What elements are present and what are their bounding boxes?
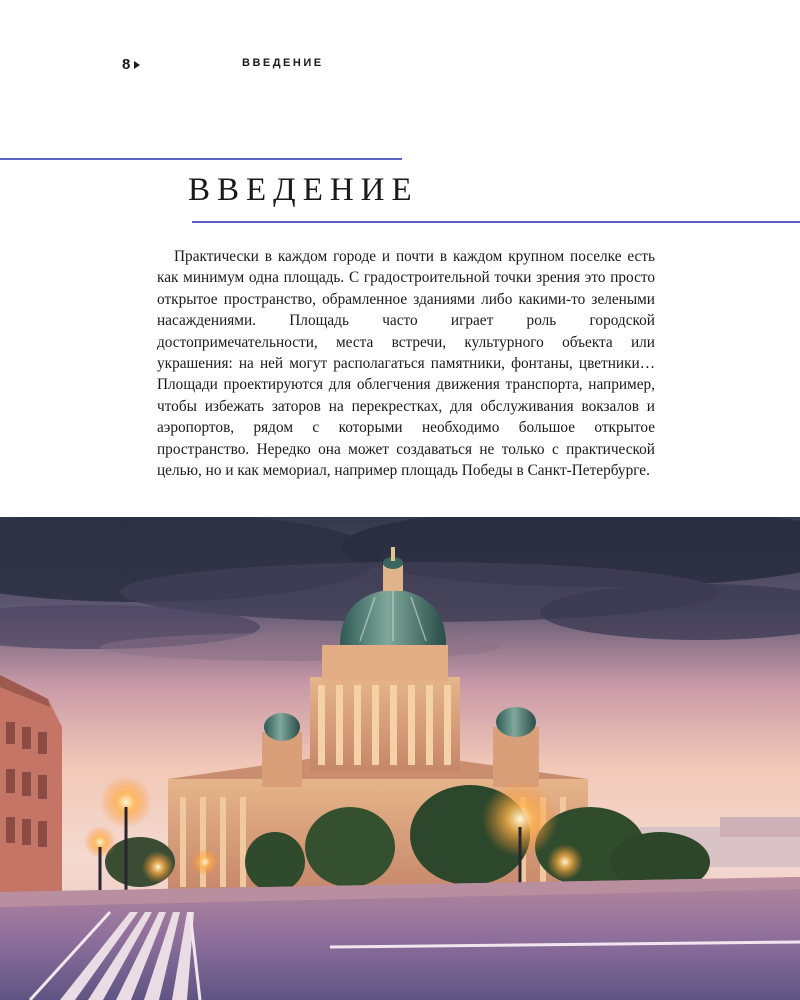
- page-arrow-icon: [134, 61, 140, 69]
- cathedral-photo: [0, 517, 800, 1000]
- running-header: [122, 56, 324, 73]
- chapter-rule-top: [0, 158, 402, 160]
- body-text: [157, 246, 655, 481]
- chapter-title: ВВЕДЕНИЕ: [188, 172, 419, 208]
- running-section-title: ВВЕДЕНИЕ: [242, 57, 324, 69]
- body-paragraph: Практически в каждом городе и почти в каждом крупном поселке есть как минимум одна площадь. С градостроительной точки зрения это просто открытое пространство, обрамленное зданиями либо какими-то зелеными насаждениями. Площадь часто играет роль городской достопримечательности, места встречи, культурного объекта или украшения: на ней могут располагаться памятники, фонтаны, цветники… Площади проектируются для облегчения движения транспорта, например, чтобы избежать заторов на перекрестках, для обслуживания вокзалов и аэропортов, рядом с которыми необходимо большое открытое пространство. Нередко она может создаваться не только с практической целью, но и как мемориал, например площадь Победы в Санкт-Петербурге.: [157, 248, 655, 480]
- page-number: 8: [122, 56, 131, 73]
- chapter-rule-bottom: [192, 221, 800, 223]
